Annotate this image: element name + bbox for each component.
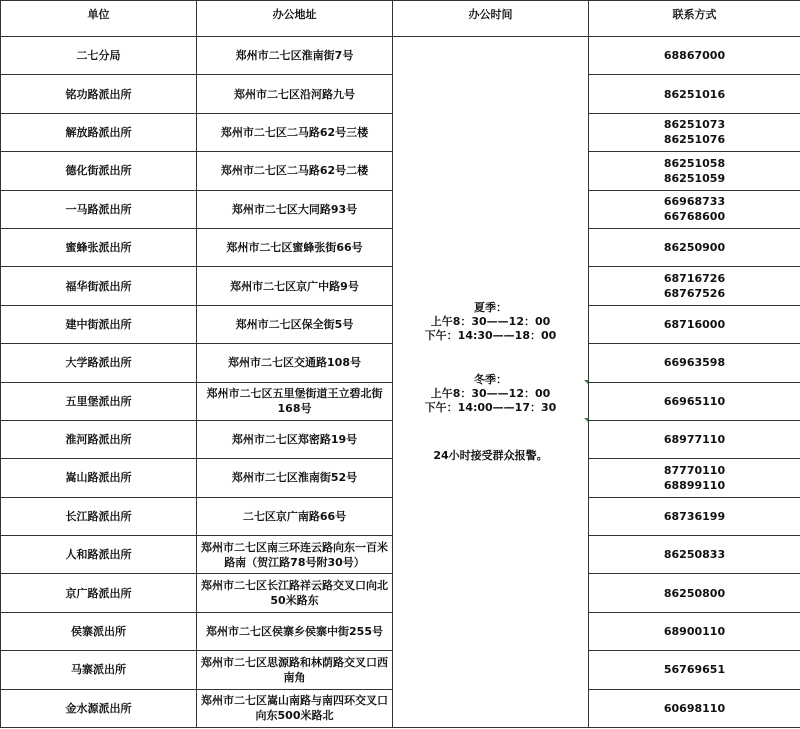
address-cell: 郑州市二七区嵩山南路与南四环交叉口向东500米路北 <box>197 689 393 727</box>
address-cell: 郑州市二七区二马路62号三楼 <box>197 113 393 151</box>
header-hours: 办公时间 <box>393 1 589 37</box>
contact-cell <box>589 344 800 382</box>
address-cell: 郑州市二七区思源路和林荫路交叉口西南角 <box>197 651 393 689</box>
header-contact: 联系方式 <box>589 1 800 37</box>
unit-cell: 京广路派出所 <box>1 574 197 612</box>
contact-cell <box>589 651 800 689</box>
header-address: 办公地址 <box>197 1 393 37</box>
contact-cell <box>589 75 800 113</box>
contact-cell <box>589 382 800 420</box>
unit-cell: 一马路派出所 <box>1 190 197 228</box>
unit-cell: 长江路派出所 <box>1 497 197 535</box>
phone-number: 60698110 <box>663 701 726 715</box>
phone-number: 68977110 <box>663 433 726 447</box>
phone-number: 68736199 <box>663 509 726 523</box>
address-cell: 郑州市二七区沿河路九号 <box>197 75 393 113</box>
unit-cell: 建中街派出所 <box>1 305 197 343</box>
summer-title: 夏季： <box>474 301 507 315</box>
address-cell: 郑州市二七区交通路108号 <box>197 344 393 382</box>
contact-cell <box>589 536 800 574</box>
winter-morning: 上午8：30——12：00 <box>430 387 551 401</box>
contact-cell <box>589 190 800 228</box>
phone-number: 86250800 <box>663 586 726 600</box>
phone-number: 66768600 <box>663 210 726 224</box>
summer-afternoon: 下午：14:30——18：00 <box>424 329 557 343</box>
winter-afternoon: 下午：14:00——17：30 <box>424 401 557 415</box>
phone-number: 86250833 <box>663 548 726 562</box>
phone-number: 68899110 <box>663 478 726 492</box>
phone-number: 86251059 <box>663 171 726 185</box>
contact-cell <box>589 37 800 75</box>
contact-cell <box>589 228 800 266</box>
comment-marker <box>584 418 589 423</box>
contact-cell <box>589 689 800 727</box>
phone-number: 68716726 <box>663 272 726 286</box>
summer-morning: 上午8：30——12：00 <box>430 315 551 329</box>
address-cell: 二七区京广南路66号 <box>197 497 393 535</box>
phone-number: 86251016 <box>663 87 726 101</box>
phone-number: 86251076 <box>663 133 726 147</box>
table-row <box>1 37 800 75</box>
phone-number: 68867000 <box>663 49 726 63</box>
phone-number: 66963598 <box>663 356 726 370</box>
header-row <box>1 1 800 37</box>
unit-cell: 马寨派出所 <box>1 651 197 689</box>
phone-number: 86251058 <box>663 156 726 170</box>
phone-number: 86250900 <box>663 241 726 255</box>
address-cell: 郑州市二七区郑密路19号 <box>197 420 393 458</box>
contact-cell <box>589 612 800 650</box>
spacer <box>395 343 586 373</box>
phone-number: 66965110 <box>663 394 726 408</box>
phone-number: 68767526 <box>663 287 726 301</box>
contact-cell <box>589 420 800 458</box>
address-cell: 郑州市二七区保全街5号 <box>197 305 393 343</box>
phone-number: 56769651 <box>663 663 726 677</box>
office-hours-cell <box>393 37 589 728</box>
unit-cell: 五里堡派出所 <box>1 382 197 420</box>
unit-cell: 蜜蜂张派出所 <box>1 228 197 266</box>
contact-cell <box>589 574 800 612</box>
contact-cell <box>589 305 800 343</box>
unit-cell: 人和路派出所 <box>1 536 197 574</box>
header-unit: 单位 <box>1 1 197 37</box>
unit-cell: 福华街派出所 <box>1 267 197 305</box>
phone-number: 68716000 <box>663 317 726 331</box>
phone-number: 68900110 <box>663 625 726 639</box>
address-cell: 郑州市二七区淮南街7号 <box>197 37 393 75</box>
unit-cell: 淮河路派出所 <box>1 420 197 458</box>
contact-cell <box>589 152 800 190</box>
contact-cell <box>589 497 800 535</box>
unit-cell: 嵩山路派出所 <box>1 459 197 497</box>
alarm-note: 24小时接受群众报警。 <box>433 449 548 463</box>
phone-number: 66968733 <box>663 195 726 209</box>
address-cell: 郑州市二七区二马路62号二楼 <box>197 152 393 190</box>
unit-cell: 德化街派出所 <box>1 152 197 190</box>
contact-cell <box>589 267 800 305</box>
unit-cell: 金水源派出所 <box>1 689 197 727</box>
address-cell: 郑州市二七区大同路93号 <box>197 190 393 228</box>
phone-number: 86251073 <box>663 118 726 132</box>
winter-title: 冬季： <box>474 373 507 387</box>
address-cell: 郑州市二七区蜜蜂张街66号 <box>197 228 393 266</box>
address-cell: 郑州市二七区长江路祥云路交叉口向北50米路东 <box>197 574 393 612</box>
address-cell: 郑州市二七区侯寨乡侯寨中街255号 <box>197 612 393 650</box>
unit-cell: 铭功路派出所 <box>1 75 197 113</box>
address-cell: 郑州市二七区五里堡街道王立碧北街168号 <box>197 382 393 420</box>
phone-number: 87770110 <box>663 463 726 477</box>
spacer <box>395 415 586 449</box>
address-cell: 郑州市二七区京广中路9号 <box>197 267 393 305</box>
contact-cell <box>589 459 800 497</box>
unit-cell: 二七分局 <box>1 37 197 75</box>
unit-cell: 侯寨派出所 <box>1 612 197 650</box>
comment-marker <box>584 380 589 385</box>
address-cell: 郑州市二七区淮南街52号 <box>197 459 393 497</box>
address-cell: 郑州市二七区南三环连云路向东一百米路南（贺江路78号附30号） <box>197 536 393 574</box>
unit-cell: 解放路派出所 <box>1 113 197 151</box>
contact-cell <box>589 113 800 151</box>
unit-cell: 大学路派出所 <box>1 344 197 382</box>
